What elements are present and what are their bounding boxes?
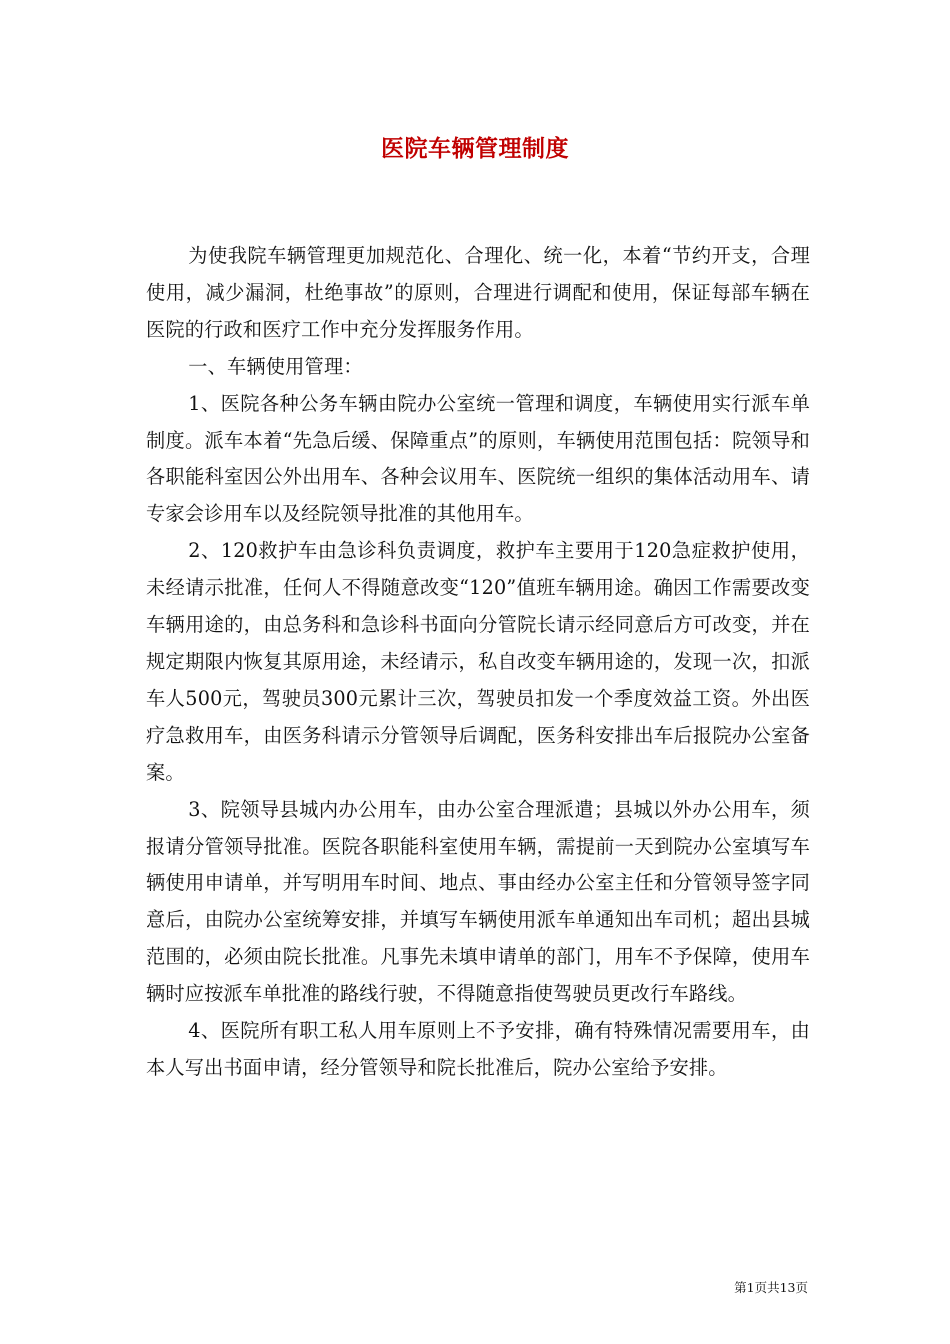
rule-paragraph-3: 3、院领导县城内办公用车，由办公室合理派遣；县城以外办公用车，须报请分管领导批准。医院各职能科室使用车辆，需提前一天到院办公室填写车辆使用申请单，并写明用车时间、地点、事由经办公室主任和分管领导签字同意后，由院办公室统筹安排，并填写车辆使用派车单通知出车司机；超出县城范围的，必须由院长批准。凡事先未填申请单的部门，用车不予保障，使用车辆时应按派车单批准的路线行驶，不得随意指使驾驶员更改行车路线。 — [146, 797, 810, 1006]
rule-paragraph-1: 1、医院各种公务车辆由院办公室统一管理和调度，车辆使用实行派车单制度。派车本着“先急后缓、保障重点”的原则，车辆使用范围包括：院领导和各职能科室因公外出用车、各种会议用车、医院统一组织的集体活动用车、请专家会诊用车以及经院领导批准的其他用车。 — [146, 391, 810, 526]
intro-paragraph: 为使我院车辆管理更加规范化、合理化、统一化，本着“节约开支，合理使用，减少漏洞，杜绝事故”的原则，合理进行调配和使用，保证每部车辆在医院的行政和医疗工作中充分发挥服务作用。 — [146, 244, 810, 341]
document-title: 医院车辆管理制度 — [381, 135, 569, 162]
page-number: 第1页共13页 — [734, 1280, 808, 1295]
document-body — [146, 238, 810, 1087]
rule-paragraph-4: 4、医院所有职工私人用车原则上不予安排，确有特殊情况需要用车，由本人写出书面申请，经分管领导和院长批准后，院办公室给予安排。 — [146, 1019, 810, 1079]
section-heading: 一、车辆使用管理： — [188, 354, 363, 378]
rule-paragraph-2: 2、120救护车由急诊科负责调度，救护车主要用于120急症救护使用，未经请示批准，任何人不得随意改变“120”值班车辆用途。确因工作需要改变车辆用途的，由总务科和急诊科书面向分管院长请示经同意后方可改变，并在规定期限内恢复其原用途，未经请示，私自改变车辆用途的，发现一次，扣派车人500元，驾驶员300元累计三次，驾驶员扣发一个季度效益工资。外出医疗急救用车，由医务科请示分管领导后调配，医务科安排出车后报院办公室备案。 — [146, 539, 810, 784]
